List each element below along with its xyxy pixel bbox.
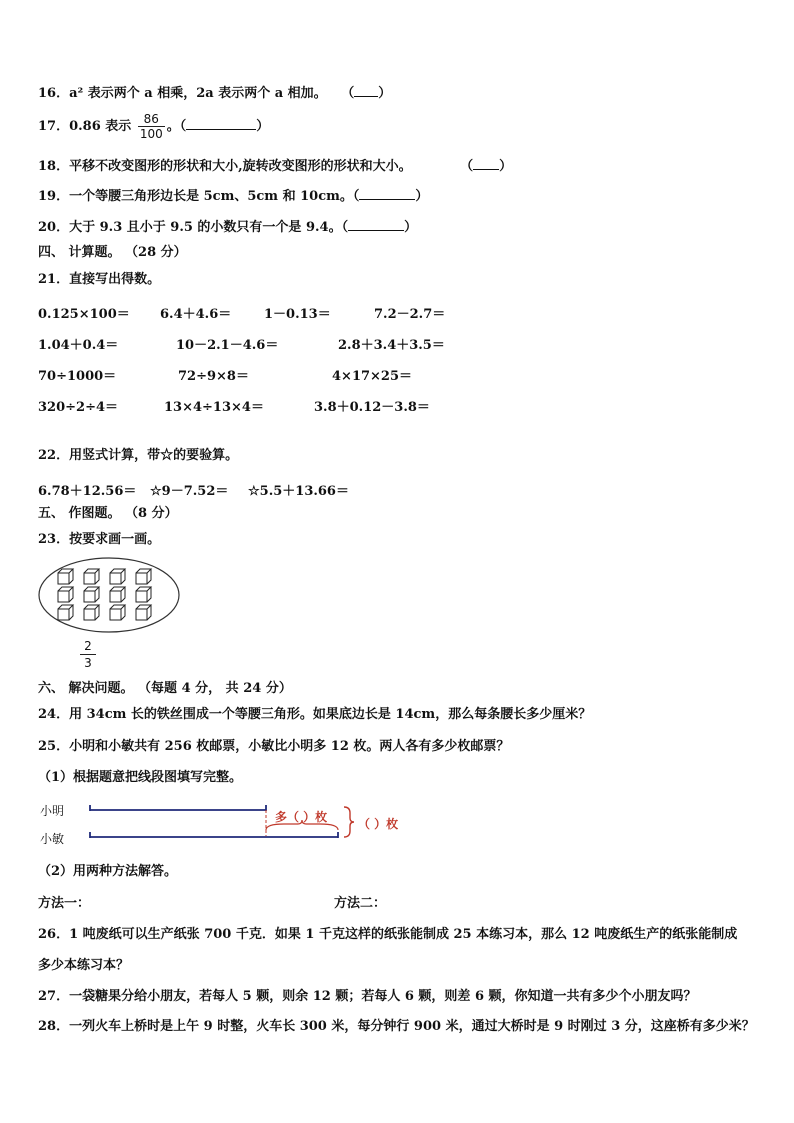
question-22-title: 22．用竖式计算，带☆的要验算。 xyxy=(38,448,239,463)
answer-blank[interactable] xyxy=(186,117,256,130)
q16-text: 16．a² 表示两个 a 相乘，2a 表示两个 a 相加。 xyxy=(38,86,327,101)
ellipse-outline xyxy=(39,558,179,632)
cube-icon xyxy=(136,605,151,620)
cube-icon xyxy=(84,569,99,584)
question-17: 17．0.86 表示 $\frac{86}{100}$ 。（ ） xyxy=(38,112,270,141)
section-heading-6: 六、 解决问题。 （每题 4 分， 共 24 分） xyxy=(38,681,292,696)
question-20: 20．大于 9.3 且小于 9.5 的小数只有一个是 9.4。（ ） xyxy=(38,220,418,235)
answer-blank[interactable] xyxy=(348,218,404,231)
label-xiaoming: 小明 xyxy=(40,804,65,818)
question-25-sub1: （1）根据题意把线段图填写完整。 xyxy=(38,770,243,785)
calc-item: 6.4＋4.6＝ xyxy=(160,307,232,322)
question-28: 28．一列火车上桥时是上午 9 时整，火车长 300 米，每分钟行 900 米，通过大桥时是 9 时刚过 3 分，这座桥有多少米？ xyxy=(38,1019,755,1034)
method-two-label: 方法二： xyxy=(334,896,387,911)
section-heading-4: 四、 计算题。 （28 分） xyxy=(38,245,187,260)
cube-icon xyxy=(110,587,125,602)
calc-item: 320÷2÷4＝ xyxy=(38,400,119,415)
question-26-line2: 多少本练习本？ xyxy=(38,958,130,973)
calc-item: 1－0.13＝ xyxy=(264,307,331,322)
calc-item: 13×4÷13×4＝ xyxy=(164,400,264,415)
calc-item: 4×17×25＝ xyxy=(332,369,413,384)
cube-group xyxy=(58,569,151,620)
total-label: （ ）枚 xyxy=(358,817,399,831)
calc-item: 10－2.1－4.6＝ xyxy=(176,338,279,353)
calc-item: 6.78＋12.56＝ xyxy=(38,484,137,499)
ellipse-with-cubes xyxy=(38,557,180,633)
question-21-title: 21．直接写出得数。 xyxy=(38,272,161,287)
question-16: 16．a² 表示两个 a 相乘，2a 表示两个 a 相加。 （ ） xyxy=(38,86,392,101)
cube-icon xyxy=(84,587,99,602)
question-25-sub2: （2）用两种方法解答。 xyxy=(38,864,178,879)
cube-icon xyxy=(58,587,73,602)
question-24: 24．用 34cm 长的铁丝围成一个等腰三角形。如果底边长是 14cm，那么每条腰长多少厘米？ xyxy=(38,707,592,722)
answer-blank[interactable] xyxy=(359,187,415,200)
cube-icon xyxy=(136,569,151,584)
right-brace xyxy=(342,806,356,838)
label-xiaomin: 小敏 xyxy=(40,832,65,846)
question-23-title: 23．按要求画一画。 xyxy=(38,532,161,547)
answer-blank[interactable] xyxy=(473,157,499,170)
cube-icon xyxy=(84,605,99,620)
more-label: 多（ ）枚 xyxy=(275,810,328,824)
calc-item: 1.04＋0.4＝ xyxy=(38,338,119,353)
calc-item: 3.8＋0.12－3.8＝ xyxy=(314,400,430,415)
question-26-line1: 26．1 吨废纸可以生产纸张 700 千克．如果 1 千克这样的纸张能制成 25 本练习本，那么 12 吨废纸生产的纸张能制成 xyxy=(38,927,738,942)
cube-icon xyxy=(110,569,125,584)
calc-item: 2.8＋3.4＋3.5＝ xyxy=(338,338,445,353)
calc-item: ☆5.5＋13.66＝ xyxy=(248,484,349,499)
answer-blank[interactable] xyxy=(354,84,378,97)
cube-icon xyxy=(58,605,73,620)
calc-item: 72÷9×8＝ xyxy=(178,369,249,384)
question-18: 18．平移不改变图形的形状和大小,旋转改变图形的形状和大小。 （ ） xyxy=(38,159,513,174)
calc-item: ☆9－7.52＝ xyxy=(150,484,229,499)
calc-item: 0.125×100＝ xyxy=(38,307,130,322)
calc-item: 70÷1000＝ xyxy=(38,369,117,384)
method-one-label: 方法一： xyxy=(38,896,91,911)
cube-icon xyxy=(136,587,151,602)
question-27: 27．一袋糖果分给小朋友，若每人 5 颗，则余 12 颗；若每人 6 颗，则差 6 颗，你知道一共有多少个小朋友吗？ xyxy=(38,989,697,1004)
question-25-title: 25．小明和小敏共有 256 枚邮票，小敏比小明多 12 枚。两人各有多少枚邮票？ xyxy=(38,739,510,754)
fraction-86-100: $\frac{86}{100}$ xyxy=(139,112,163,141)
fraction-2-3: 2 3 xyxy=(80,638,96,671)
cube-icon xyxy=(110,605,125,620)
question-19: 19．一个等腰三角形边长是 5cm、5cm 和 10cm。（ ） xyxy=(38,189,429,204)
section-heading-5: 五、 作图题。 （8 分） xyxy=(38,506,178,521)
calc-item: 7.2－2.7＝ xyxy=(374,307,446,322)
cube-icon xyxy=(58,569,73,584)
